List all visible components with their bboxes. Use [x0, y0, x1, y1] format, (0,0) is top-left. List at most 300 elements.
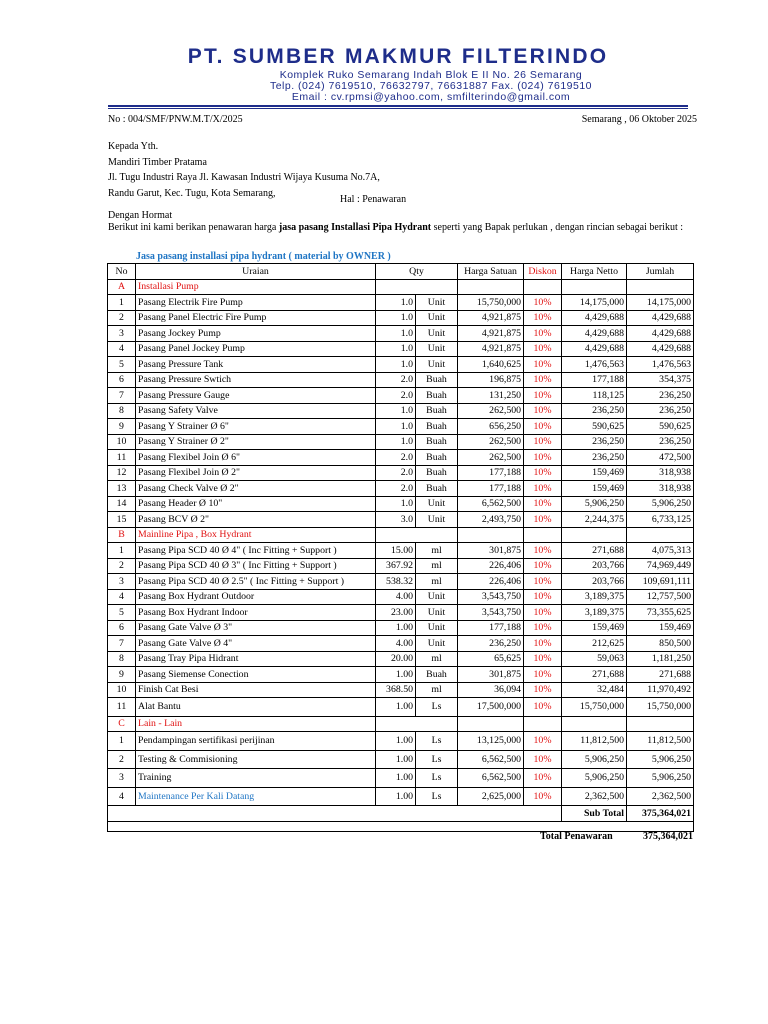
row-total: 236,250: [627, 403, 694, 419]
row-qty: 1.0: [376, 496, 416, 512]
row-unit-price: 13,125,000: [458, 732, 524, 751]
section-row: [108, 527, 694, 543]
row-unit: Buah: [416, 434, 458, 450]
row-unit-price: 6,562,500: [458, 750, 524, 769]
header-harga-netto: Harga Netto: [562, 264, 627, 280]
row-net-price: 11,812,500: [562, 732, 627, 751]
empty-cell: [627, 527, 694, 543]
table-row: [108, 682, 694, 698]
grand-total-value: 375,364,021: [643, 831, 693, 842]
row-total: 5,906,250: [627, 769, 694, 788]
row-total: 318,938: [627, 465, 694, 481]
row-discount: 10%: [524, 636, 562, 652]
row-qty: 1.00: [376, 787, 416, 806]
row-qty: 1.0: [376, 434, 416, 450]
table-row: [108, 388, 694, 404]
table-row: [108, 403, 694, 419]
row-qty: 538.32: [376, 574, 416, 590]
row-no: 3: [108, 769, 136, 788]
header-diskon: Diskon: [524, 264, 562, 280]
table-row: [108, 769, 694, 788]
section-row: [108, 279, 694, 295]
row-qty: 1.0: [376, 310, 416, 326]
row-net-price: 159,469: [562, 620, 627, 636]
row-discount: 10%: [524, 682, 562, 698]
row-unit-price: 4,921,875: [458, 326, 524, 342]
row-net-price: 159,469: [562, 465, 627, 481]
subtotal-label: Sub Total: [562, 806, 627, 822]
section-code: A: [108, 279, 136, 295]
table-row: [108, 651, 694, 667]
row-qty: 368.50: [376, 682, 416, 698]
row-qty: 1.0: [376, 403, 416, 419]
row-no: 5: [108, 605, 136, 621]
row-total: 590,625: [627, 419, 694, 435]
row-unit-price: 6,562,500: [458, 496, 524, 512]
empty-cell: [524, 279, 562, 295]
row-unit: Buah: [416, 481, 458, 497]
row-qty: 1.0: [376, 295, 416, 311]
row-net-price: 2,244,375: [562, 512, 627, 528]
row-net-price: 203,766: [562, 574, 627, 590]
table-row: [108, 589, 694, 605]
table-row: [108, 543, 694, 559]
row-qty: 4.00: [376, 636, 416, 652]
row-discount: 10%: [524, 341, 562, 357]
row-unit-price: 2,493,750: [458, 512, 524, 528]
row-total: 159,469: [627, 620, 694, 636]
quotation-table: [107, 263, 694, 832]
header-qty: Qty: [376, 264, 458, 280]
row-unit: ml: [416, 558, 458, 574]
row-description: Pasang Check Valve Ø 2": [136, 481, 376, 497]
row-qty: 2.0: [376, 481, 416, 497]
empty-cell: [458, 527, 524, 543]
empty-cell: [627, 279, 694, 295]
row-no: 5: [108, 357, 136, 373]
row-discount: 10%: [524, 769, 562, 788]
row-total: 4,429,688: [627, 310, 694, 326]
row-unit-price: 177,188: [458, 620, 524, 636]
table-row: [108, 434, 694, 450]
row-net-price: 14,175,000: [562, 295, 627, 311]
row-description: Pasang Flexibel Join Ø 2": [136, 465, 376, 481]
subject-line: Hal : Penawaran: [340, 194, 407, 205]
row-unit-price: 262,500: [458, 450, 524, 466]
section-row: [108, 716, 694, 732]
row-discount: 10%: [524, 496, 562, 512]
table-row: [108, 341, 694, 357]
row-unit: Ls: [416, 732, 458, 751]
header-harga-satuan: Harga Satuan: [458, 264, 524, 280]
row-total: 850,500: [627, 636, 694, 652]
row-qty: 15.00: [376, 543, 416, 559]
row-unit-price: 4,921,875: [458, 341, 524, 357]
row-no: 2: [108, 310, 136, 326]
row-no: 2: [108, 750, 136, 769]
row-discount: 10%: [524, 388, 562, 404]
document-number: No : 004/SMF/PNW.M.T/X/2025: [108, 114, 243, 125]
row-total: 6,733,125: [627, 512, 694, 528]
row-qty: 1.00: [376, 667, 416, 683]
row-unit: Buah: [416, 403, 458, 419]
row-description: Pasang Pressure Swtich: [136, 372, 376, 388]
row-unit-price: 226,406: [458, 558, 524, 574]
row-description: Pasang Panel Jockey Pump: [136, 341, 376, 357]
company-name: PT. SUMBER MAKMUR FILTERINDO: [187, 45, 609, 68]
row-unit: Buah: [416, 465, 458, 481]
row-description: Testing & Commisioning: [136, 750, 376, 769]
table-row: [108, 326, 694, 342]
section-code: C: [108, 716, 136, 732]
row-unit-price: 656,250: [458, 419, 524, 435]
row-discount: 10%: [524, 589, 562, 605]
row-description: Alat Bantu: [136, 698, 376, 717]
section-title: Installasi Pump: [136, 279, 376, 295]
row-qty: 1.00: [376, 732, 416, 751]
row-net-price: 1,476,563: [562, 357, 627, 373]
row-discount: 10%: [524, 558, 562, 574]
row-total: 5,906,250: [627, 750, 694, 769]
table-row: [108, 787, 694, 806]
empty-cell: [376, 527, 458, 543]
row-net-price: 236,250: [562, 403, 627, 419]
table-row: [108, 496, 694, 512]
row-total: 2,362,500: [627, 787, 694, 806]
row-unit: Ls: [416, 769, 458, 788]
row-net-price: 2,362,500: [562, 787, 627, 806]
letterhead-rule-thin: [108, 108, 688, 109]
row-unit-price: 177,188: [458, 465, 524, 481]
section-title: Lain - Lain: [136, 716, 376, 732]
row-net-price: 4,429,688: [562, 341, 627, 357]
row-unit: Ls: [416, 787, 458, 806]
row-no: 4: [108, 341, 136, 357]
row-total: 236,250: [627, 388, 694, 404]
empty-cell: [376, 279, 458, 295]
recipient-name: Mandiri Timber Pratama: [108, 156, 207, 168]
row-discount: 10%: [524, 543, 562, 559]
row-qty: 1.00: [376, 620, 416, 636]
row-no: 11: [108, 698, 136, 717]
row-discount: 10%: [524, 481, 562, 497]
row-net-price: 177,188: [562, 372, 627, 388]
header-no: No: [108, 264, 136, 280]
row-discount: 10%: [524, 295, 562, 311]
table-row: [108, 419, 694, 435]
row-qty: 20.00: [376, 651, 416, 667]
row-unit-price: 6,562,500: [458, 769, 524, 788]
row-net-price: 32,484: [562, 682, 627, 698]
greeting: Dengan Hormat: [108, 210, 173, 221]
row-discount: 10%: [524, 750, 562, 769]
table-row: [108, 310, 694, 326]
company-email: Email : cv.rpmsi@yahoo.com, smfilterindo@gmail.com: [291, 91, 571, 103]
row-description: Pasang Header Ø 10": [136, 496, 376, 512]
recipient-address-2: Randu Garut, Kec. Tugu, Kota Semarang,: [108, 187, 276, 199]
row-description: Finish Cat Besi: [136, 682, 376, 698]
row-unit-price: 262,500: [458, 434, 524, 450]
table-row: [108, 620, 694, 636]
row-no: 9: [108, 667, 136, 683]
table-footer-row: [108, 821, 694, 831]
row-unit-price: 2,625,000: [458, 787, 524, 806]
row-no: 6: [108, 620, 136, 636]
row-discount: 10%: [524, 372, 562, 388]
row-net-price: 59,063: [562, 651, 627, 667]
intro-paragraph: [108, 222, 692, 234]
table-row: [108, 750, 694, 769]
row-description: Pasang Electrik Fire Pump: [136, 295, 376, 311]
row-unit-price: 301,875: [458, 543, 524, 559]
row-no: 4: [108, 589, 136, 605]
row-net-price: 3,189,375: [562, 605, 627, 621]
row-description: Pasang Pressure Gauge: [136, 388, 376, 404]
row-net-price: 159,469: [562, 481, 627, 497]
row-total: 4,075,313: [627, 543, 694, 559]
table-row: [108, 481, 694, 497]
row-total: 236,250: [627, 434, 694, 450]
row-unit: ml: [416, 543, 458, 559]
row-unit: Ls: [416, 698, 458, 717]
row-qty: 1.0: [376, 419, 416, 435]
row-unit: Unit: [416, 620, 458, 636]
row-description: Pasang Safety Valve: [136, 403, 376, 419]
row-discount: 10%: [524, 787, 562, 806]
empty-cell: [562, 279, 627, 295]
row-description: Pasang Y Strainer Ø 2": [136, 434, 376, 450]
row-total: 5,906,250: [627, 496, 694, 512]
row-no: 1: [108, 732, 136, 751]
row-net-price: 590,625: [562, 419, 627, 435]
row-total: 472,500: [627, 450, 694, 466]
row-unit-price: 301,875: [458, 667, 524, 683]
row-unit-price: 4,921,875: [458, 310, 524, 326]
empty-cell: [376, 716, 458, 732]
row-unit: Buah: [416, 419, 458, 435]
row-total: 109,691,111: [627, 574, 694, 590]
row-total: 271,688: [627, 667, 694, 683]
row-no: 3: [108, 326, 136, 342]
recipient-salutation: Kepada Yth.: [108, 141, 159, 152]
row-unit: Buah: [416, 450, 458, 466]
table-row: [108, 698, 694, 717]
row-unit-price: 131,250: [458, 388, 524, 404]
row-unit: Unit: [416, 512, 458, 528]
row-description: Pasang Box Hydrant Outdoor: [136, 589, 376, 605]
row-description: Training: [136, 769, 376, 788]
row-unit: ml: [416, 651, 458, 667]
table-row: [108, 558, 694, 574]
company-address: Komplek Ruko Semarang Indah Blok E II No. 26 Semarang: [279, 69, 583, 81]
row-description: Pasang Gate Valve Ø 3": [136, 620, 376, 636]
row-no: 8: [108, 651, 136, 667]
row-discount: 10%: [524, 620, 562, 636]
empty-cell: [524, 716, 562, 732]
row-unit: Unit: [416, 496, 458, 512]
row-net-price: 5,906,250: [562, 769, 627, 788]
row-discount: 10%: [524, 434, 562, 450]
row-description: Pasang Pressure Tank: [136, 357, 376, 373]
row-net-price: 212,625: [562, 636, 627, 652]
row-total: 11,812,500: [627, 732, 694, 751]
row-total: 12,757,500: [627, 589, 694, 605]
table-row: [108, 295, 694, 311]
row-total: 73,355,625: [627, 605, 694, 621]
letterhead: [108, 44, 688, 110]
row-no: 6: [108, 372, 136, 388]
row-qty: 1.0: [376, 341, 416, 357]
row-no: 9: [108, 419, 136, 435]
row-no: 11: [108, 450, 136, 466]
row-unit-price: 196,875: [458, 372, 524, 388]
row-net-price: 236,250: [562, 434, 627, 450]
row-total: 11,970,492: [627, 682, 694, 698]
subtotal-row: [108, 806, 694, 822]
row-description: Pasang Pipa SCD 40 Ø 3" ( Inc Fitting + Support ): [136, 558, 376, 574]
row-discount: 10%: [524, 465, 562, 481]
row-qty: 1.0: [376, 357, 416, 373]
row-description: Pasang BCV Ø 2": [136, 512, 376, 528]
row-total: 74,969,449: [627, 558, 694, 574]
row-discount: 10%: [524, 450, 562, 466]
row-no: 1: [108, 295, 136, 311]
row-unit-price: 262,500: [458, 403, 524, 419]
row-discount: 10%: [524, 512, 562, 528]
row-no: 8: [108, 403, 136, 419]
row-description: Pasang Tray Pipa Hidrant: [136, 651, 376, 667]
row-description: Maintenance Per Kali Datang: [136, 787, 376, 806]
row-description: Pasang Siemense Conection: [136, 667, 376, 683]
row-no: 10: [108, 434, 136, 450]
row-net-price: 5,906,250: [562, 496, 627, 512]
row-description: Pasang Box Hydrant Indoor: [136, 605, 376, 621]
row-qty: 1.00: [376, 750, 416, 769]
table-row: [108, 574, 694, 590]
recipient-address-1: Jl. Tugu Industri Raya Jl. Kawasan Industri Wijaya Kusuma No.7A,: [108, 172, 380, 183]
table-row: [108, 667, 694, 683]
table-row: [108, 636, 694, 652]
header-uraian: Uraian: [136, 264, 376, 280]
row-unit-price: 3,543,750: [458, 589, 524, 605]
recipient-block: [108, 139, 380, 201]
row-discount: 10%: [524, 651, 562, 667]
row-no: 13: [108, 481, 136, 497]
table-row: [108, 357, 694, 373]
row-description: Pasang Flexibel Join Ø 6": [136, 450, 376, 466]
row-total: 1,476,563: [627, 357, 694, 373]
row-unit: Unit: [416, 589, 458, 605]
row-unit: ml: [416, 574, 458, 590]
empty-cell: [458, 279, 524, 295]
row-unit-price: 15,750,000: [458, 295, 524, 311]
row-description: Pasang Pipa SCD 40 Ø 2.5" ( Inc Fitting + Support ): [136, 574, 376, 590]
row-net-price: 271,688: [562, 543, 627, 559]
row-qty: 1.00: [376, 769, 416, 788]
subtotal-value: 375,364,021: [627, 806, 694, 822]
row-discount: 10%: [524, 667, 562, 683]
row-net-price: 3,189,375: [562, 589, 627, 605]
row-description: Pasang Pipa SCD 40 Ø 4" ( Inc Fitting + Support ): [136, 543, 376, 559]
table-body: [108, 279, 694, 831]
row-unit-price: 3,543,750: [458, 605, 524, 621]
row-no: 14: [108, 496, 136, 512]
empty-cell: [108, 806, 562, 822]
table-row: [108, 605, 694, 621]
row-unit-price: 17,500,000: [458, 698, 524, 717]
row-unit: Ls: [416, 750, 458, 769]
row-net-price: 4,429,688: [562, 326, 627, 342]
row-description: Pendampingan sertifikasi perijinan: [136, 732, 376, 751]
row-net-price: 203,766: [562, 558, 627, 574]
row-total: 14,175,000: [627, 295, 694, 311]
row-description: Pasang Y Strainer Ø 6": [136, 419, 376, 435]
empty-cell: [562, 716, 627, 732]
row-discount: 10%: [524, 419, 562, 435]
row-net-price: 4,429,688: [562, 310, 627, 326]
row-unit: Unit: [416, 636, 458, 652]
row-discount: 10%: [524, 326, 562, 342]
row-total: 318,938: [627, 481, 694, 497]
row-no: 15: [108, 512, 136, 528]
row-unit-price: 177,188: [458, 481, 524, 497]
row-discount: 10%: [524, 732, 562, 751]
row-unit: ml: [416, 682, 458, 698]
row-net-price: 5,906,250: [562, 750, 627, 769]
row-discount: 10%: [524, 357, 562, 373]
row-qty: 2.0: [376, 465, 416, 481]
row-unit: Unit: [416, 341, 458, 357]
row-unit: Unit: [416, 310, 458, 326]
empty-cell: [562, 527, 627, 543]
row-qty: 23.00: [376, 605, 416, 621]
intro-bold: jasa pasang Installasi Pipa Hydrant: [278, 222, 432, 233]
empty-cell: [627, 716, 694, 732]
row-no: 7: [108, 388, 136, 404]
table-row: [108, 465, 694, 481]
header-jumlah: Jumlah: [627, 264, 694, 280]
section-title: Mainline Pipa , Box Hydrant: [136, 527, 376, 543]
empty-cell: [524, 527, 562, 543]
row-qty: 1.00: [376, 698, 416, 717]
row-unit-price: 36,094: [458, 682, 524, 698]
row-description: Pasang Gate Valve Ø 4": [136, 636, 376, 652]
row-unit: Unit: [416, 295, 458, 311]
row-unit: Unit: [416, 357, 458, 373]
row-no: 1: [108, 543, 136, 559]
row-no: 2: [108, 558, 136, 574]
intro-after: seperti yang Bapak perlukan , dengan rincian sebagai berikut :: [431, 222, 683, 233]
row-discount: 10%: [524, 574, 562, 590]
table-row: [108, 512, 694, 528]
company-phone: Telp. (024) 7619510, 76632797, 76631887 Fax. (024) 7619510: [269, 80, 593, 92]
row-description: Pasang Jockey Pump: [136, 326, 376, 342]
table-row: [108, 372, 694, 388]
row-description: Pasang Panel Electric Fire Pump: [136, 310, 376, 326]
row-unit: Buah: [416, 372, 458, 388]
row-unit: Buah: [416, 667, 458, 683]
row-discount: 10%: [524, 310, 562, 326]
row-no: 3: [108, 574, 136, 590]
row-no: 10: [108, 682, 136, 698]
row-total: 1,181,250: [627, 651, 694, 667]
row-total: 4,429,688: [627, 341, 694, 357]
empty-cell: [458, 716, 524, 732]
row-qty: 2.0: [376, 388, 416, 404]
row-qty: 4.00: [376, 589, 416, 605]
empty-cell: [108, 821, 694, 831]
row-qty: 3.0: [376, 512, 416, 528]
